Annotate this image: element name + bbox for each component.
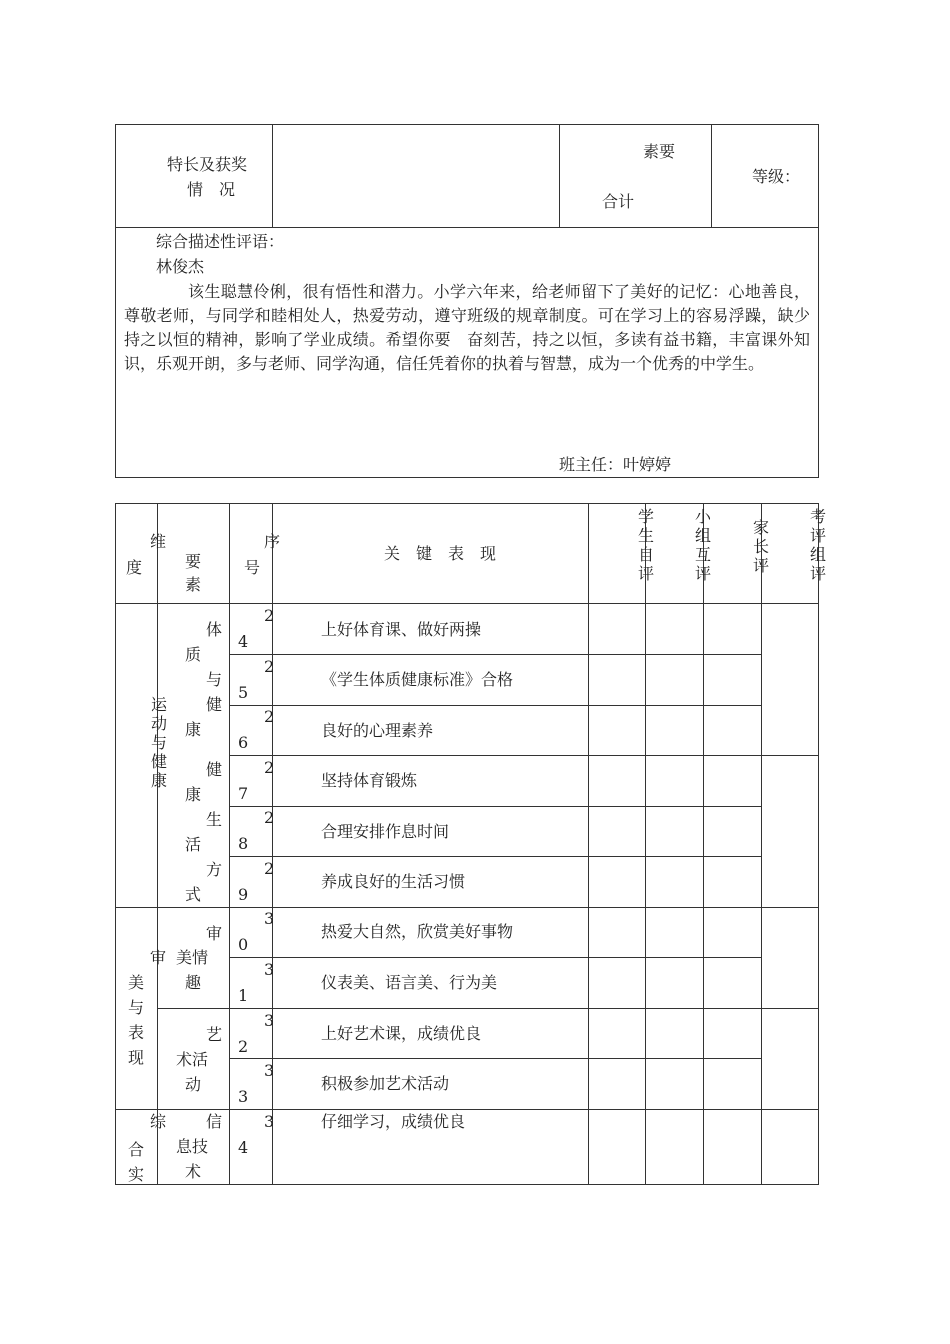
table-border (229, 1058, 762, 1059)
seq-number: 2 (264, 859, 275, 878)
key-performance: 积极参加艺术活动 (321, 1074, 450, 1093)
table-border (115, 503, 819, 504)
element-label: 息技 (176, 1137, 209, 1156)
dimension-label: 综 (150, 1112, 167, 1131)
seq-number: 4 (238, 632, 249, 651)
seq-number: 3 (264, 1011, 275, 1030)
table-border (229, 806, 762, 807)
student-name: 林俊杰 (156, 257, 205, 276)
dimension-label: 合实 (127, 1140, 144, 1184)
seq-number: 3 (264, 1112, 275, 1131)
key-performance: 上好艺术课，成绩优良 (321, 1024, 482, 1043)
element-label: 方 (206, 860, 223, 879)
comment-text: 该生聪慧伶俐，很有悟性和潜力。小学六年来，给老师留下了美好的记忆：心地善良，尊敬老师，与同学和睦相处人，热爱劳动，遵守班级的规章制度。可在学习上的容易浮躁，缺少持之以恒的精神，影响了学业成绩。希望你要 奋刻苦，持之以恒，多读有益书籍，丰富课外知识，乐观开朗，多与老师、同学沟通，信任凭着你的执着与智慧，成为一个优秀的中学生。 (124, 282, 810, 373)
table-border (115, 1109, 819, 1110)
table-border (229, 654, 762, 655)
seq-number: 2 (264, 606, 275, 625)
seq-number: 6 (238, 733, 249, 752)
specialty-label-2: 情 况 (187, 180, 236, 199)
key-performance: 仔细学习，成绩优良 (321, 1112, 466, 1131)
seq-number: 3 (264, 909, 275, 928)
seq-number: 4 (238, 1138, 249, 1157)
table-border (115, 907, 819, 908)
table-border (115, 124, 116, 478)
table-border (157, 503, 158, 1185)
header-dimension: 维 (150, 532, 167, 551)
seq-number: 2 (264, 758, 275, 777)
table-border (115, 227, 819, 228)
seq-number: 8 (238, 834, 249, 853)
element-label: 与 (206, 670, 223, 689)
element-label: 信 (206, 1112, 223, 1131)
table-border (115, 1184, 819, 1185)
seq-number: 3 (238, 1087, 249, 1106)
header-parent-eval: 家长评 (752, 518, 769, 575)
table-border (115, 124, 819, 125)
table-border (115, 603, 819, 604)
element-label: 趣 (185, 973, 202, 992)
table-border (645, 503, 646, 1185)
element-label: 生 (206, 810, 223, 829)
header-element: 要 (185, 552, 202, 571)
seq-number: 2 (264, 707, 275, 726)
seq-number: 3 (264, 960, 275, 979)
header-seq: 序 (264, 532, 281, 551)
key-performance: 良好的心理素养 (321, 721, 434, 740)
table-border (818, 503, 819, 1185)
table-border (559, 124, 560, 228)
key-performance: 养成良好的生活习惯 (321, 872, 466, 891)
element-label: 体 (206, 620, 223, 639)
seq-number: 2 (238, 1037, 249, 1056)
element-label: 艺 (206, 1025, 223, 1044)
seq-number: 0 (238, 935, 249, 954)
seq-number: 3 (264, 1061, 275, 1080)
element-label: 美情 (176, 948, 209, 967)
element-label: 审 (206, 924, 223, 943)
element-label: 式 (185, 885, 202, 904)
dimension-label: 美与表现 (127, 973, 144, 1067)
dimension-label: 审 (150, 948, 167, 967)
element-label: 动 (185, 1075, 202, 1094)
seq-number: 2 (264, 657, 275, 676)
header-self-eval: 学生自评 (637, 507, 654, 583)
seq-number: 1 (238, 986, 249, 1005)
total-label: 合计 (602, 192, 635, 211)
quality-label: 素要 (643, 142, 676, 161)
grade-label: 等级： (752, 167, 801, 186)
header-dimension: 度 (126, 558, 143, 577)
seq-number: 7 (238, 784, 249, 803)
table-border (588, 503, 589, 1185)
element-label: 健 (206, 695, 223, 714)
header-group-eval: 小组互评 (694, 507, 711, 583)
header-key-performance: 关 键 表 现 (384, 544, 497, 563)
specialty-label: 特长及获奖 (167, 155, 248, 174)
table-border (229, 856, 762, 857)
header-element: 素 (185, 575, 202, 594)
seq-number: 9 (238, 885, 249, 904)
key-performance: 上好体育课、做好两操 (321, 620, 482, 639)
table-border (229, 705, 762, 706)
table-border (272, 124, 273, 228)
table-border (711, 124, 712, 228)
element-label: 康 (185, 720, 202, 739)
element-label: 活 (185, 835, 202, 854)
table-border (229, 957, 762, 958)
key-performance: 《学生体质健康标准》合格 (321, 670, 514, 689)
key-performance: 仪表美、语言美、行为美 (321, 973, 498, 992)
dimension-label: 运动与健康 (150, 695, 167, 790)
element-label: 质 (185, 645, 202, 664)
header-exam-group-eval: 考评组评 (809, 507, 826, 583)
key-performance: 合理安排作息时间 (321, 822, 450, 841)
table-border (115, 477, 819, 478)
element-label: 健 (206, 760, 223, 779)
table-border (229, 755, 819, 756)
table-border (818, 124, 819, 478)
table-border (761, 503, 762, 1185)
table-border (157, 1008, 819, 1009)
table-border (115, 503, 116, 1185)
element-label: 康 (185, 785, 202, 804)
seq-number: 5 (238, 683, 249, 702)
element-label: 术活 (176, 1050, 209, 1069)
key-performance: 坚持体育锻炼 (321, 771, 418, 790)
teacher-signature: 班主任：叶婷婷 (559, 455, 672, 474)
table-border (229, 503, 230, 1185)
table-border (703, 503, 704, 1185)
comment-heading: 综合描述性评语： (156, 232, 285, 251)
element-label: 术 (185, 1162, 202, 1181)
seq-number: 2 (264, 808, 275, 827)
header-seq: 号 (244, 558, 261, 577)
key-performance: 热爱大自然，欣赏美好事物 (321, 922, 514, 941)
